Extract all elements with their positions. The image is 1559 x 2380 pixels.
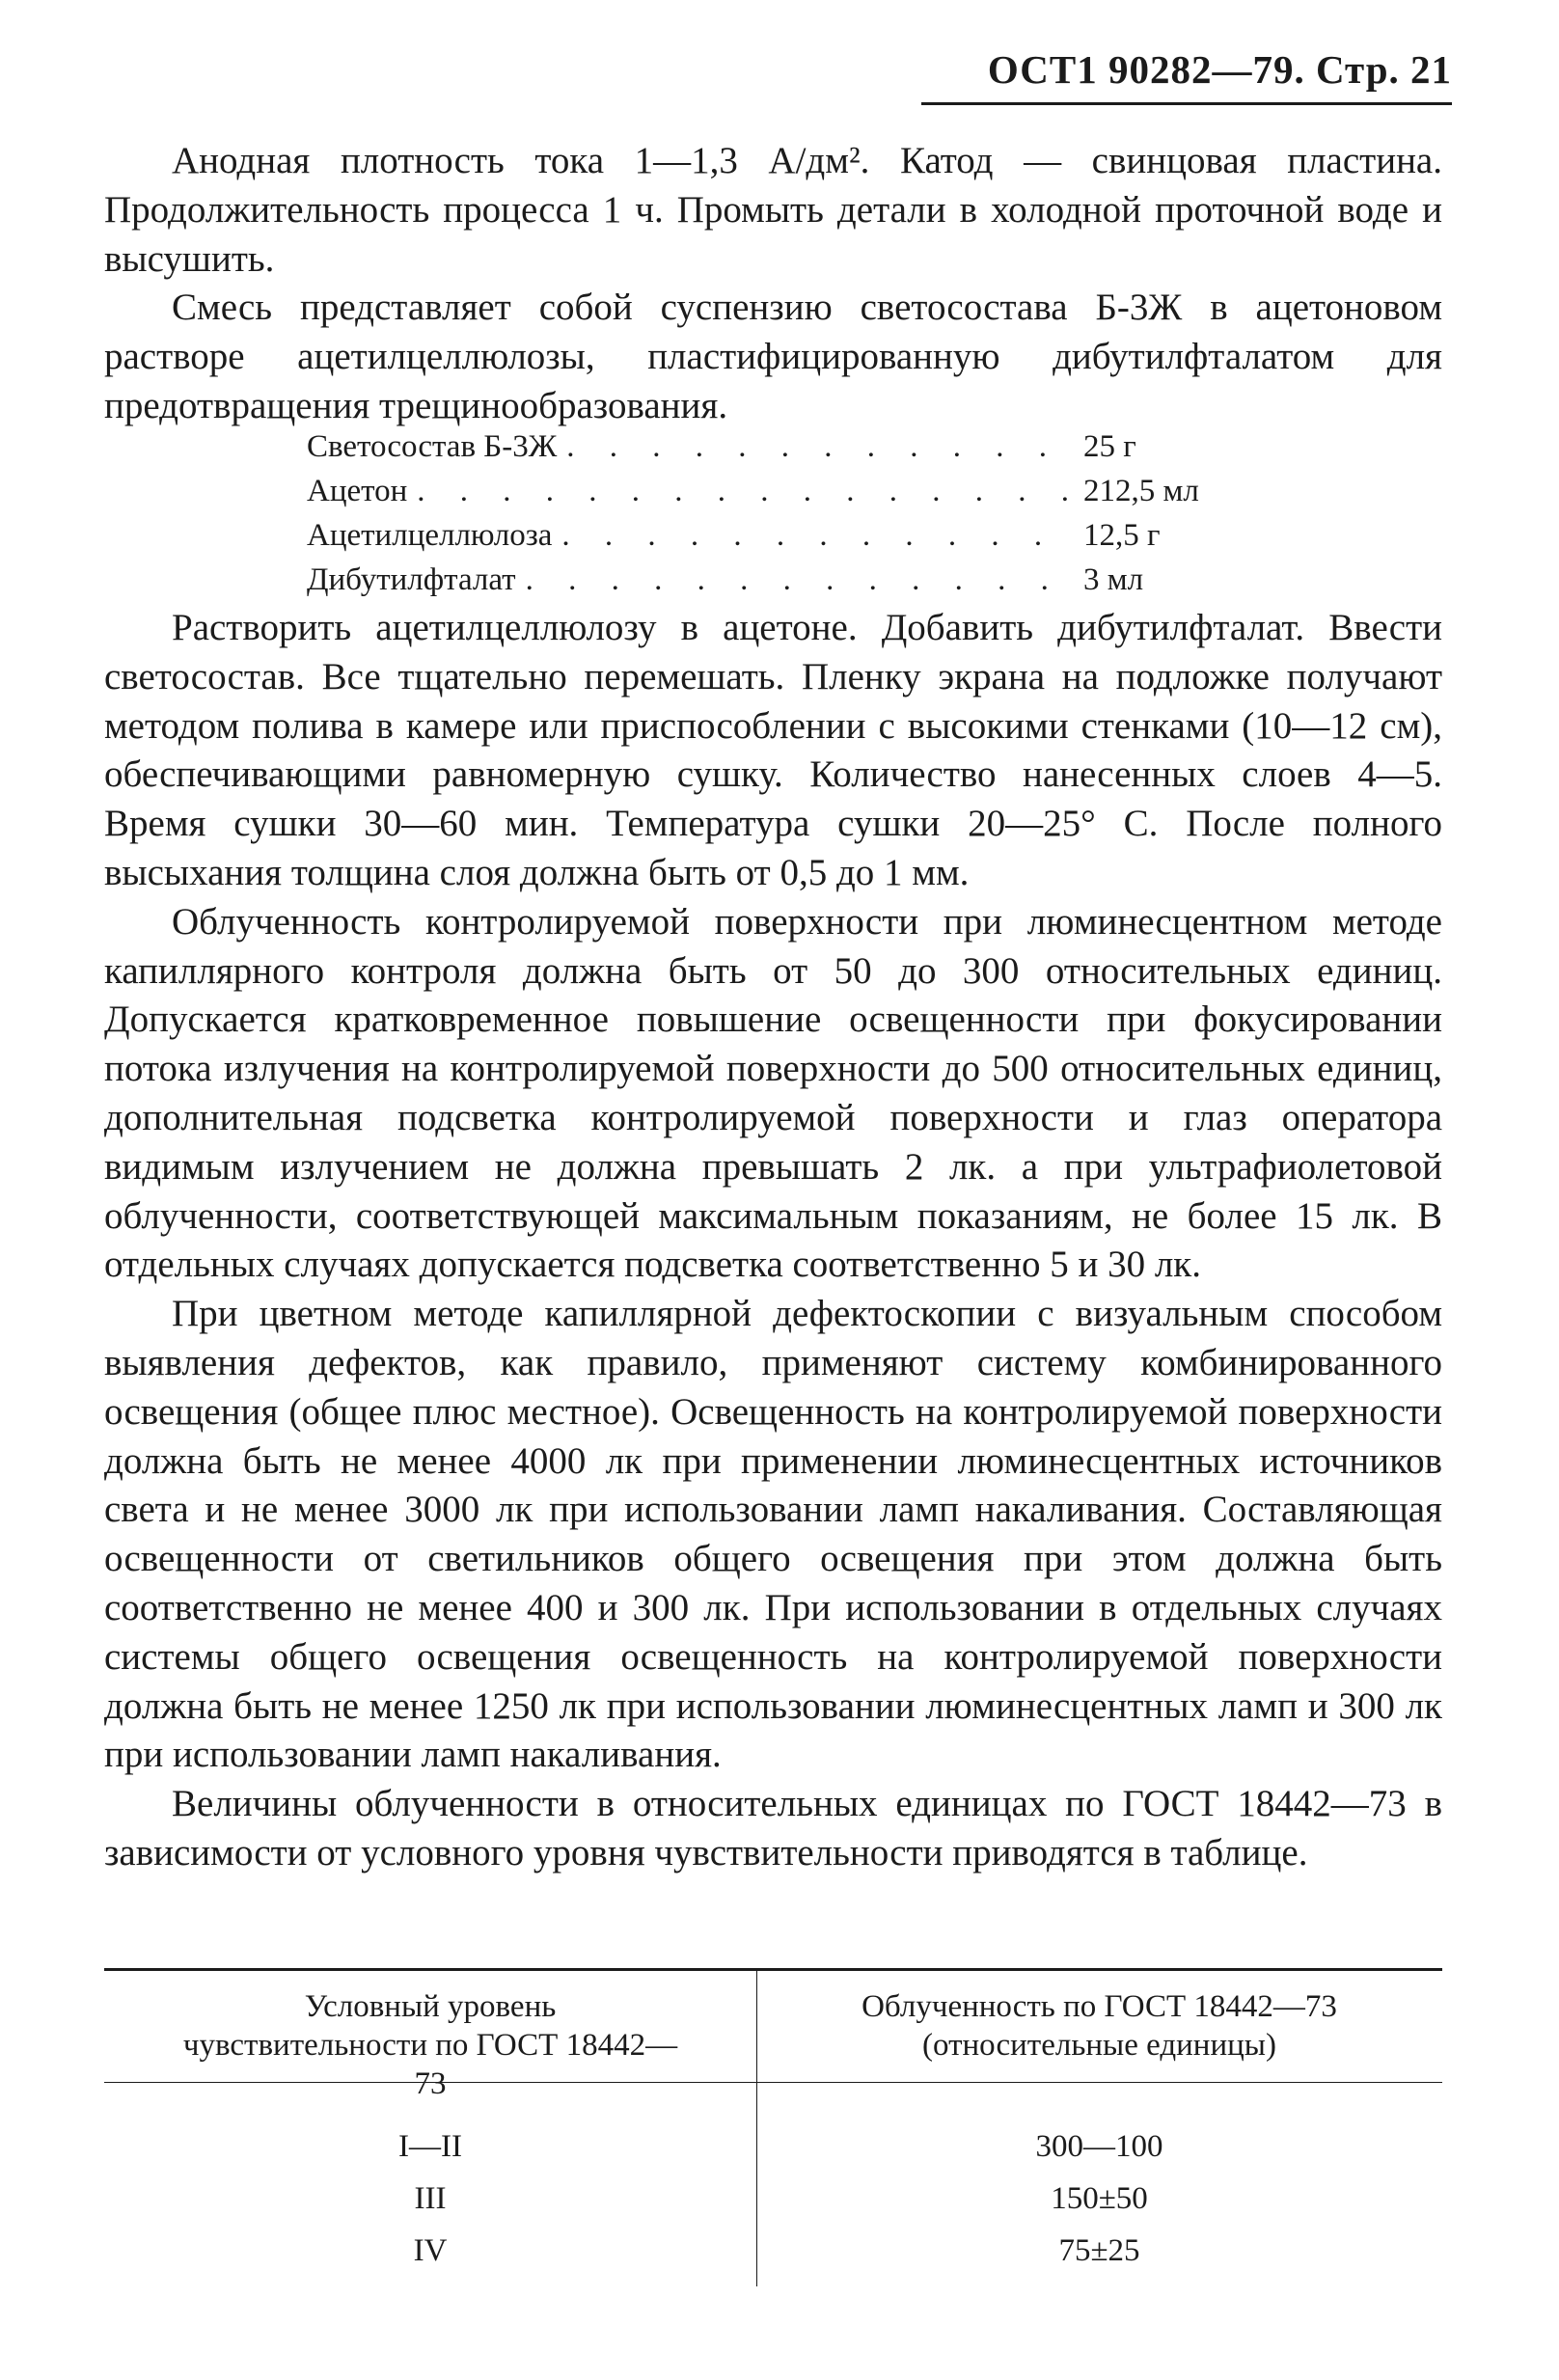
leader-dots: [417, 469, 1072, 513]
recipe-amount: 212,5 мл: [1083, 474, 1199, 508]
paragraph: Анодная плотность тока 1—1,3 А/дм². Катод — свинцовая пластина. Продолжительность процесса 1 ч. Промыть детали в холодной проточной воде и высушить.: [104, 140, 1442, 280]
paragraph: Величины облученности в относительных единицах по ГОСТ 18442—73 в зависимости от условного уровня чувствительности приводятся в таблице.: [104, 1783, 1442, 1874]
table-header-irradiance: Облученность по ГОСТ 18442—73 (относительные единицы): [862, 1989, 1337, 2063]
recipe-amount: 25 г: [1083, 429, 1136, 464]
table-cell-irradiance: 300—100: [1035, 2129, 1163, 2164]
header-rule: [921, 102, 1452, 105]
recipe-row: [307, 469, 1243, 513]
leader-dots: [526, 558, 1072, 602]
recipe-ingredient: Светосостав Б-3Ж: [307, 429, 558, 464]
recipe-ingredient: Ацетон: [307, 474, 408, 508]
table-cell-level: IV: [413, 2233, 448, 2268]
recipe-ingredient: Дибутилфталат: [307, 562, 516, 597]
recipe-ingredient: Ацетилцеллюлоза: [307, 518, 553, 553]
leader-dots: [561, 513, 1072, 558]
sensitivity-table: [104, 1968, 1442, 2296]
text-block-top: [104, 137, 1442, 431]
table-cell-level: I—II: [398, 2129, 462, 2164]
table-header-level: Условный уровень чувствительности по ГОСТ 18442—73: [182, 1989, 678, 2101]
table-top-rule: [104, 1968, 1442, 1971]
page-header-text: ОСТ1 90282—79. Стр. 21: [987, 47, 1452, 92]
recipe-list: [307, 424, 1243, 602]
table-cell-irradiance: 75±25: [1058, 2233, 1140, 2268]
recipe-amount: 3 мл: [1083, 562, 1144, 597]
paragraph: При цветном методе капиллярной дефектоскопии с визуальным способом выявления дефектов, как правило, применяют систему комбинированного освещения (общее плюс местное). Освещенность на контролируемой поверхности должна быть не менее 4000 лк при применении люминесцентных источников света и не менее 3000 лк при использовании ламп накаливания. Составляющая освещенности от светильников общего освещения при этом должна быть соответственно не менее 400 и 300 лк. При использовании в отдельных случаях системы общего освещения освещенность на контролируемой поверхности должна быть не менее 1250 лк при использовании люминесцентных ламп и 300 лк при использовании ламп накаливания.: [104, 1293, 1442, 1776]
paragraph: Облученность контролируемой поверхности при люминесцентном методе капиллярного контроля должна быть от 50 до 300 относительных единиц. Допускается кратковременное повышение освещенности при фокусировании потока излучения на контролируемой поверхности до 500 относительных единиц, дополнительная подсветка контролируемой поверхности и глаз оператора видимым излучением не должна превышать 2 лк. а при ультрафиолетовой облученности, соответствующей максимальным показаниям, не более 15 лк. В отдельных случаях допускается подсветка соответственно 5 и 30 лк.: [104, 900, 1442, 1286]
recipe-row: [307, 424, 1243, 469]
text-block-bottom: [104, 604, 1442, 1878]
page-header: [907, 46, 1452, 104]
table-cell-irradiance: 150±50: [1051, 2181, 1148, 2216]
recipe-amount: 12,5 г: [1083, 518, 1161, 553]
table-cell-level: III: [414, 2181, 447, 2216]
leader-dots: [566, 424, 1072, 469]
recipe-row: [307, 558, 1243, 602]
paragraph: Растворить ацетилцеллюлозу в ацетоне. Добавить дибутилфталат. Ввести светосостав. Все тщательно перемешать. Пленку экрана на подложке получают методом полива в камере или приспособлении с высокими стенками (10—12 см), обеспечивающими равномерную сушку. Количество нанесенных слоев 4—5. Время сушки 30—60 мин. Температура сушки 20—25° С. После полного высыхания толщина слоя должна быть от 0,5 до 1 мм.: [104, 607, 1442, 893]
paragraph: Смесь представляет собой суспензию светосостава Б-3Ж в ацетоновом растворе ацетилцеллюлозы, пластифицированную дибутилфталатом для предотвращения трещинообразования.: [104, 287, 1442, 426]
table-header-rule: [104, 2082, 1442, 2083]
recipe-row: [307, 513, 1243, 558]
